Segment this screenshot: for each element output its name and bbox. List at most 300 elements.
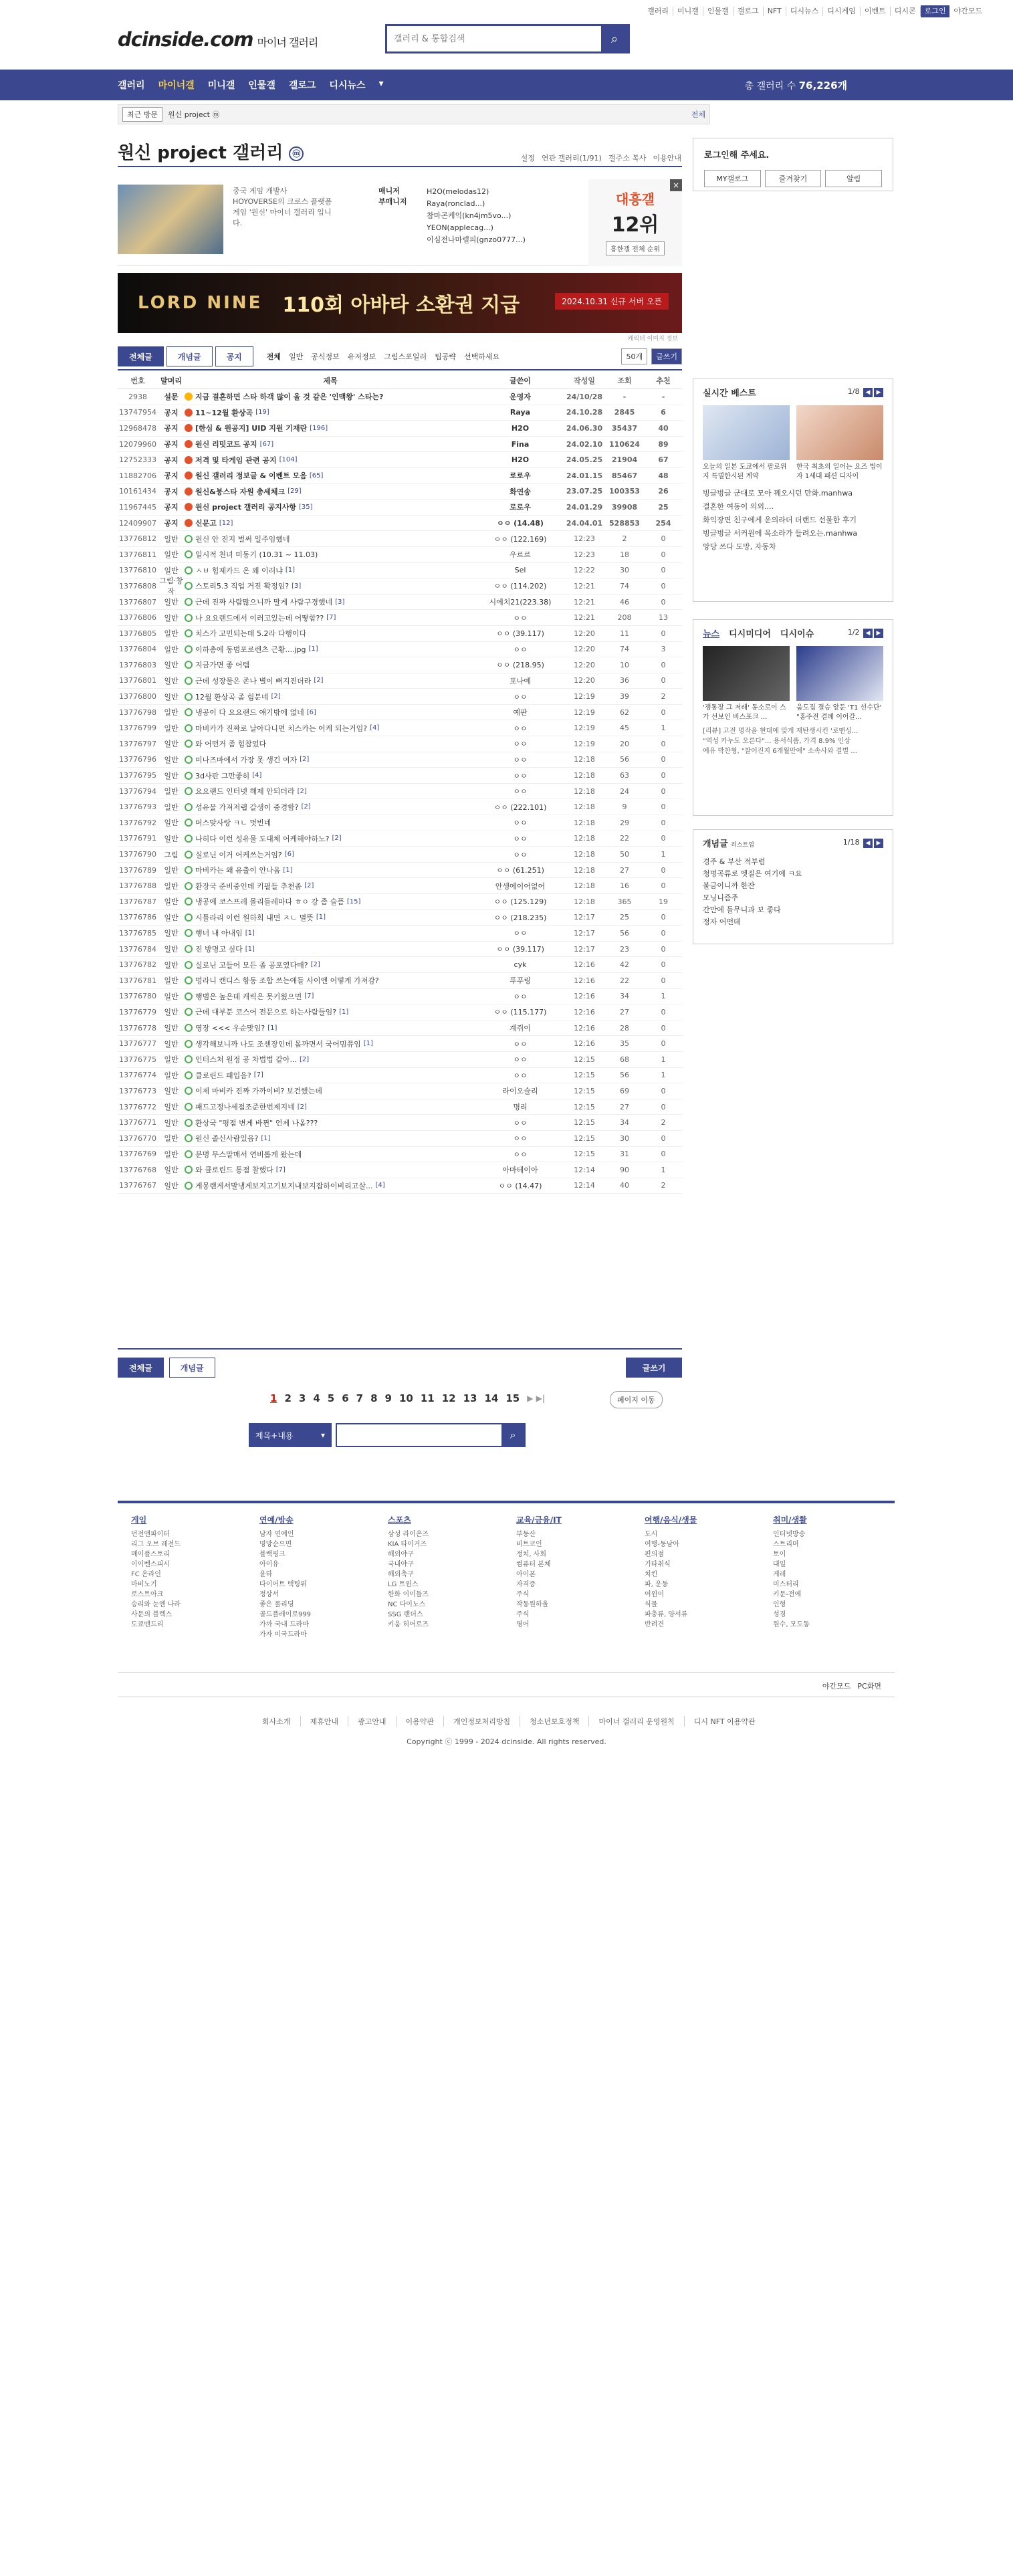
footer-link[interactable]: 대일 xyxy=(773,1561,786,1568)
table-row[interactable] xyxy=(118,1083,682,1099)
gnb-item[interactable]: 갤로그 xyxy=(288,80,316,91)
footer-bottom-link[interactable]: 마이너 갤러리 운영원칙 xyxy=(598,1716,684,1727)
footer-link[interactable]: 남자 연예인 xyxy=(259,1531,294,1538)
table-row[interactable] xyxy=(118,452,682,468)
post-writer[interactable]: 우르르 xyxy=(510,550,531,560)
table-row[interactable] xyxy=(118,437,682,453)
post-title[interactable]: 냉공에 코스프레 몰리들레마다 ㅎㅇ 강 좀 슬픔 xyxy=(195,897,344,907)
footer-link[interactable]: 반려견 xyxy=(645,1621,664,1628)
table-row[interactable] xyxy=(118,1115,682,1131)
table-row[interactable] xyxy=(118,595,682,611)
post-writer[interactable]: ㅇㅇ (115.177) xyxy=(493,1008,547,1017)
comment-count[interactable]: [1] xyxy=(363,1040,373,1048)
post-title-cell[interactable] xyxy=(185,644,476,655)
post-title[interactable]: [한심 & 원공지] UID 지원 기재란 xyxy=(195,424,308,433)
table-row[interactable] xyxy=(118,1131,682,1147)
footer-link[interactable]: 키문-전에 xyxy=(773,1591,802,1598)
comment-count[interactable]: [29] xyxy=(288,488,302,496)
footer-link[interactable]: 국내야구 xyxy=(388,1561,414,1568)
post-title[interactable]: 패드고정나세점조준한번제지네 xyxy=(195,1103,295,1112)
post-writer[interactable]: Fina xyxy=(511,439,530,449)
page-number[interactable]: 12 xyxy=(441,1392,456,1404)
table-row[interactable] xyxy=(118,578,682,595)
post-title-cell[interactable] xyxy=(185,833,476,844)
post-title[interactable]: 와 클로린드 통점 찰했다 xyxy=(195,1166,273,1175)
footer-link[interactable]: 키움 히어로즈 xyxy=(388,1621,429,1628)
post-title-cell[interactable] xyxy=(185,960,476,970)
footer-link[interactable]: 가자 미국드라마 xyxy=(259,1631,307,1638)
post-title-cell[interactable] xyxy=(185,1133,476,1144)
sub-manager-name[interactable]: 참마곤케익(kn4jm5vo...) xyxy=(427,211,512,220)
comment-count[interactable]: [2] xyxy=(332,835,342,843)
sub-manager-name[interactable]: Raya(ronclad...) xyxy=(427,199,485,208)
gnb-item[interactable]: 인물갤 xyxy=(248,80,275,91)
table-row[interactable] xyxy=(118,752,682,768)
table-row[interactable] xyxy=(118,784,682,800)
recent-item[interactable]: 원신 project ⓜ xyxy=(168,110,220,119)
search-icon[interactable]: ⌕ xyxy=(501,1424,524,1446)
table-row[interactable] xyxy=(118,626,682,642)
comment-count[interactable]: [3] xyxy=(292,582,302,590)
concept-item[interactable]: 간만에 들무니과 보 좋다 xyxy=(703,905,781,914)
post-writer[interactable]: 아마테이아 xyxy=(502,1166,538,1175)
page-number[interactable]: 4 xyxy=(313,1392,320,1404)
comment-count[interactable]: [2] xyxy=(304,882,314,890)
post-title-cell[interactable] xyxy=(185,580,476,591)
footer-link[interactable]: 아이유 xyxy=(259,1561,279,1568)
post-title-cell[interactable] xyxy=(185,597,476,607)
table-row[interactable] xyxy=(118,926,682,942)
live-item[interactable]: 앙당 쓰다 도망, 자동차 xyxy=(703,542,776,551)
footer-link[interactable]: 아이폰 xyxy=(516,1571,536,1578)
pc-view[interactable]: PC화면 xyxy=(857,1682,881,1691)
post-title-cell[interactable] xyxy=(185,1054,476,1065)
post-title-cell[interactable] xyxy=(185,723,476,734)
footer-link[interactable]: 작동원하울 xyxy=(516,1601,549,1608)
post-title-cell[interactable] xyxy=(185,1085,476,1096)
news-thumb[interactable]: 움도집 결승 앞둔 'T1 선수단' "홍주전 결례 이어갈... xyxy=(796,646,883,722)
post-title[interactable]: 와 어떤거 좀 힘찹었다 xyxy=(195,740,267,749)
comment-count[interactable]: [3] xyxy=(335,598,345,606)
tab-notice[interactable]: 공지 xyxy=(215,346,253,366)
news-thumb[interactable]: '쟁통장 그 저래' 동소로이 스가 선보인 비스포크 ... xyxy=(703,646,790,722)
gnb-item[interactable]: 디시뉴스 xyxy=(329,80,366,91)
bottom-write-button[interactable]: 글쓰기 xyxy=(626,1358,682,1378)
post-title-cell[interactable] xyxy=(185,912,476,923)
util-link[interactable]: 디시뉴스 xyxy=(786,7,824,16)
footer-link[interactable]: 인터넷방송 xyxy=(773,1531,806,1538)
write-button[interactable]: 글쓰기 xyxy=(651,348,682,364)
page-number[interactable]: 14 xyxy=(484,1392,499,1404)
footer-link[interactable]: 주식 xyxy=(516,1611,530,1618)
footer-link[interactable]: 리그 오브 레전드 xyxy=(131,1541,181,1548)
post-title-cell[interactable] xyxy=(185,470,476,481)
table-row[interactable] xyxy=(118,1147,682,1163)
concept-item[interactable]: 모닝니즘주 xyxy=(703,893,739,902)
post-writer[interactable]: ㅇㅇ xyxy=(513,613,528,623)
sub-manager-name[interactable]: YEON(applecag...) xyxy=(427,223,493,232)
post-title-cell[interactable] xyxy=(185,518,476,528)
table-row[interactable] xyxy=(118,657,682,673)
bottom-rec-button[interactable]: 개념글 xyxy=(169,1358,215,1378)
table-row[interactable] xyxy=(118,500,682,516)
post-writer[interactable]: ㅇㅇ (61.251) xyxy=(496,866,544,875)
footer-link[interactable]: 승리와 눈엔 나라 xyxy=(131,1601,181,1608)
table-row[interactable] xyxy=(118,1052,682,1068)
footer-link[interactable]: 다이어트 택팅위 xyxy=(259,1581,307,1588)
comment-count[interactable]: [2] xyxy=(297,1103,307,1111)
post-writer[interactable]: ㅇㅇ (14.47) xyxy=(498,1181,542,1190)
post-title-cell[interactable] xyxy=(185,849,476,860)
comment-count[interactable]: [19] xyxy=(255,409,269,417)
table-row[interactable] xyxy=(118,610,682,626)
comment-count[interactable]: [7] xyxy=(275,1166,286,1174)
post-title-cell[interactable] xyxy=(185,1070,476,1081)
footer-link[interactable]: 주식 xyxy=(516,1591,530,1598)
post-title[interactable]: 일시적 천녀 미동기 (10.31 ~ 11.03) xyxy=(195,550,318,560)
page-number[interactable]: 1 xyxy=(270,1392,277,1404)
post-title-cell[interactable] xyxy=(185,613,476,623)
footer-link[interactable]: 가까 국내 드라마 xyxy=(259,1621,309,1628)
live-item[interactable]: 결혼한 여동이 의외.... xyxy=(703,502,774,511)
post-title[interactable]: 근데 대부분 코스어 전문으로 하는사람들임? xyxy=(195,1008,337,1017)
post-title[interactable]: 마비카가 진짜로 날아다니면 치스카는 어케 되는거임? xyxy=(195,724,368,733)
footer-link[interactable]: 스트리머 xyxy=(773,1541,799,1548)
post-title[interactable]: 실로닌 이거 어케쓰는거임? xyxy=(195,850,282,859)
gallery-tool[interactable]: 연관 갤러리(1/91) xyxy=(541,154,602,163)
post-title-cell[interactable] xyxy=(185,991,476,1002)
table-row[interactable] xyxy=(118,405,682,421)
live-thumb[interactable]: 오늘의 일본 도쿄에서 팔로위지 특별한시된 계약 xyxy=(703,405,790,481)
footer-link[interactable]: 로스트아크 xyxy=(131,1591,164,1598)
page-number[interactable]: 2 xyxy=(284,1392,292,1404)
table-row[interactable] xyxy=(118,389,682,405)
post-title-cell[interactable] xyxy=(185,786,476,796)
comment-count[interactable]: [2] xyxy=(301,803,311,811)
post-writer[interactable]: ㅇㅇ (114.202) xyxy=(493,582,547,591)
comment-count[interactable]: [2] xyxy=(271,693,281,701)
post-writer[interactable]: ㅇㅇ (39.117) xyxy=(496,629,544,639)
comment-count[interactable]: [4] xyxy=(252,772,262,780)
page-number[interactable]: 13 xyxy=(463,1392,477,1404)
page-number[interactable]: 6 xyxy=(342,1392,349,1404)
table-row[interactable] xyxy=(118,815,682,831)
comment-count[interactable]: [196] xyxy=(310,424,328,432)
footer-link[interactable]: 윤하 xyxy=(259,1571,273,1578)
post-title-cell[interactable] xyxy=(185,391,476,402)
post-title[interactable]: 클로린드 패입음? xyxy=(195,1071,251,1080)
post-title[interactable]: 냉공이 다 요요랜드 얘기밖에 없네 xyxy=(195,708,304,718)
table-row[interactable] xyxy=(118,989,682,1005)
comment-count[interactable]: [6] xyxy=(284,851,294,859)
table-row[interactable] xyxy=(118,799,682,815)
table-row[interactable] xyxy=(118,642,682,658)
post-writer[interactable]: 계쥐이 xyxy=(510,1024,531,1033)
footer-link[interactable]: 도쿄맨드리 xyxy=(131,1621,164,1628)
recent-label[interactable]: 최근 방문 xyxy=(122,107,162,122)
util-link[interactable]: 인물갤 xyxy=(703,7,734,16)
subtab[interactable]: 그림스포일러 xyxy=(384,352,427,361)
post-title-cell[interactable] xyxy=(185,896,476,907)
post-title[interactable]: 원신 졸신사람있음? xyxy=(195,1134,259,1144)
ad-banner[interactable]: LORD NINE 110회 아바타 소환권 지급 2024.10.31 신규 서버 오픈 캐릭터 이미지 정보 xyxy=(118,273,682,333)
util-link[interactable]: NFT xyxy=(764,7,786,16)
post-title-cell[interactable] xyxy=(185,565,476,576)
post-title[interactable]: 멍라니 캔디스 항동 조합 쓰는애들 사이엔 어떻게 가져감? xyxy=(195,976,379,986)
table-row[interactable] xyxy=(118,942,682,958)
comment-count[interactable]: [4] xyxy=(370,724,380,732)
post-title-cell[interactable] xyxy=(185,675,476,686)
post-title[interactable]: 환상국 "평점 변게 바뀐" 언제 나옴??? xyxy=(195,1118,318,1128)
post-writer[interactable]: ㅇㅇ xyxy=(513,1134,528,1144)
post-title[interactable]: 실로닌 고들어 모든 좀 공포였다매? xyxy=(195,960,308,970)
post-writer[interactable]: ㅇㅇ xyxy=(513,850,528,859)
table-row[interactable] xyxy=(118,831,682,847)
concept-item[interactable]: 경주 & 부산 적부렴 xyxy=(703,857,766,866)
subtab[interactable]: 팁공략 xyxy=(435,352,456,361)
post-title[interactable]: 행범은 높은데 캐릭은 못키웠으면 xyxy=(195,992,302,1001)
comment-count[interactable]: [1] xyxy=(245,945,255,953)
post-writer[interactable]: 시에치21(223.38) xyxy=(489,598,552,607)
footer-link[interactable]: 블랙핑크 xyxy=(259,1551,286,1558)
post-title[interactable]: 신문고 xyxy=(195,519,217,528)
post-writer[interactable]: 안생에이어없어 xyxy=(495,881,546,891)
post-writer[interactable]: 운영자 xyxy=(510,393,531,402)
post-title[interactable]: 치스가 고민되는데 5.2라 다행이다 xyxy=(195,629,307,639)
page-number[interactable]: 15 xyxy=(505,1392,520,1404)
post-title[interactable]: 원신&붕스타 자원 총세체크 xyxy=(195,487,286,496)
post-writer[interactable]: ㅇㅇ xyxy=(513,1150,528,1159)
comment-count[interactable]: [1] xyxy=(308,645,318,653)
table-row[interactable] xyxy=(118,1099,682,1115)
util-link[interactable]: 디시콘 xyxy=(891,7,921,16)
post-writer[interactable]: ㅇㅇ (39.117) xyxy=(496,945,544,954)
sub-manager-name[interactable]: 이심전나마렐피(gnzo0777...) xyxy=(427,235,526,244)
post-title[interactable]: 원신 project 갤러리 공지사항 xyxy=(195,503,296,512)
bottom-search-input[interactable] xyxy=(337,1424,501,1446)
gnb-item[interactable]: 마이너갤 xyxy=(158,80,195,91)
post-writer[interactable]: ㅇㅇ (222.101) xyxy=(493,802,547,812)
footer-bottom-link[interactable]: 광고안내 xyxy=(358,1716,397,1727)
post-title-cell[interactable] xyxy=(185,439,476,449)
post-title[interactable]: 행너 내 아내임 xyxy=(195,929,243,938)
footer-link[interactable]: 메이플스토리 xyxy=(131,1551,170,1558)
post-title[interactable]: 마비카는 왜 유출이 안나옴 xyxy=(195,866,281,875)
comment-count[interactable]: [1] xyxy=(339,1008,349,1016)
post-title[interactable]: 12월 환상곡 좀 힘분네 xyxy=(195,692,269,702)
table-row[interactable] xyxy=(118,1178,682,1194)
post-title[interactable]: 인터스처 원정 공 차법법 같아... xyxy=(195,1055,297,1065)
footer-link[interactable]: 정치, 사회 xyxy=(516,1551,546,1558)
page-number[interactable]: 11 xyxy=(420,1392,435,1404)
util-link[interactable]: 미니갤 xyxy=(673,7,703,16)
comment-count[interactable]: [1] xyxy=(245,929,255,937)
comment-count[interactable]: [1] xyxy=(283,866,293,874)
table-row[interactable] xyxy=(118,421,682,437)
comment-count[interactable]: [7] xyxy=(253,1071,263,1079)
table-row[interactable] xyxy=(118,547,682,563)
post-title[interactable]: 3d사판 그만좋히 xyxy=(195,771,250,780)
post-title[interactable]: 이제 마비카 진짜 가까이비? 보건했는데 xyxy=(195,1087,322,1096)
util-link[interactable]: 갤러리 xyxy=(643,7,673,16)
table-row[interactable] xyxy=(118,720,682,736)
footer-column-title[interactable]: 여행/음식/생물 xyxy=(645,1515,697,1525)
post-title[interactable]: 11~12월 환상곡 xyxy=(195,408,253,417)
table-row[interactable] xyxy=(118,847,682,863)
post-writer[interactable]: ㅇㅇ xyxy=(513,771,528,780)
post-title-cell[interactable] xyxy=(185,865,476,875)
post-writer[interactable]: ㅇㅇ xyxy=(513,787,528,796)
post-title[interactable]: 분명 무스말매서 연비롭게 왔는데 xyxy=(195,1150,302,1159)
post-writer[interactable]: 화연송 xyxy=(510,487,531,496)
comment-count[interactable]: [2] xyxy=(300,1055,310,1063)
post-title[interactable]: ㅅㅂ 힘제카드 온 왜 이러냐 xyxy=(195,566,283,575)
footer-link[interactable]: 성경 xyxy=(773,1611,786,1618)
post-title[interactable]: 스토리5.3 직업 거진 확정임? xyxy=(195,582,290,591)
post-title-cell[interactable] xyxy=(185,881,476,891)
footer-column-title[interactable]: 연예/방송 xyxy=(259,1515,294,1525)
table-row[interactable] xyxy=(118,516,682,532)
comment-count[interactable]: [65] xyxy=(309,471,324,479)
table-row[interactable] xyxy=(118,1036,682,1052)
site-logo[interactable]: dcinside.com 마이너 갤러리 xyxy=(118,28,318,51)
comment-count[interactable]: [67] xyxy=(259,440,274,448)
table-row[interactable] xyxy=(118,910,682,926)
comment-count[interactable]: [2] xyxy=(314,677,324,685)
post-title-cell[interactable] xyxy=(185,1149,476,1160)
post-title-cell[interactable] xyxy=(185,407,476,418)
gallery-tool[interactable]: 이용안내 xyxy=(653,154,681,163)
post-title-cell[interactable] xyxy=(185,691,476,702)
table-row[interactable] xyxy=(118,957,682,973)
comment-count[interactable]: [1] xyxy=(267,1024,277,1032)
footer-bottom-link[interactable]: 청소년보호정책 xyxy=(530,1716,589,1727)
post-writer[interactable]: ㅇㅇ xyxy=(513,834,528,843)
comment-count[interactable]: [7] xyxy=(326,614,336,622)
subtab[interactable]: 유저정보 xyxy=(347,352,376,361)
post-title[interactable]: 게몽랜게서말냉게보지고기보지내보지잡하이비리고살... xyxy=(195,1181,373,1190)
post-title-cell[interactable] xyxy=(185,502,476,512)
footer-link[interactable]: 던전앤파이터 xyxy=(131,1531,170,1538)
table-row[interactable] xyxy=(118,468,682,484)
footer-link[interactable]: 원수, 모도동 xyxy=(773,1621,810,1628)
live-item[interactable]: 빙글벙글 서커원에 목소라가 들려오는.manhwa xyxy=(703,529,858,538)
footer-link[interactable]: 부동산 xyxy=(516,1531,536,1538)
concept-item[interactable]: 청명곡류로 엣질은 여기에 ㅋ요 xyxy=(703,869,802,878)
footer-link[interactable]: 인형 xyxy=(773,1601,786,1608)
post-title-cell[interactable] xyxy=(185,1180,476,1191)
favorites-button[interactable]: 즐겨찾기 xyxy=(765,170,822,187)
post-writer[interactable]: ㅇㅇ xyxy=(513,1071,528,1080)
footer-link[interactable]: FC 온라인 xyxy=(131,1571,161,1578)
next-page-icon[interactable]: ▶ ▶| xyxy=(527,1394,546,1403)
comment-count[interactable]: [12] xyxy=(219,519,233,527)
comment-count[interactable]: [4] xyxy=(375,1182,385,1190)
comment-count[interactable]: [6] xyxy=(306,708,316,716)
page-number[interactable]: 3 xyxy=(298,1392,306,1404)
comment-count[interactable]: [2] xyxy=(310,961,320,969)
util-link[interactable]: 갤로그 xyxy=(734,7,764,16)
footer-link[interactable]: 여행-동남아 xyxy=(645,1541,679,1548)
live-thumb[interactable]: 한국 최초의 일어는 요즈 법이자 1세대 패션 디자이 xyxy=(796,405,883,481)
alarm-button[interactable]: 알림 xyxy=(825,170,882,187)
util-link[interactable]: 로그인 xyxy=(921,5,950,17)
post-writer[interactable]: ㅇㅇ xyxy=(513,645,528,654)
close-icon[interactable]: × xyxy=(670,179,682,191)
post-writer[interactable]: ㅇㅇ (122.169) xyxy=(493,534,547,544)
table-row[interactable] xyxy=(118,894,682,910)
post-writer[interactable]: ㅇㅇ xyxy=(513,929,528,938)
post-writer[interactable]: ㅇㅇ (218.235) xyxy=(493,913,547,922)
table-row[interactable] xyxy=(118,484,682,500)
post-title[interactable]: 영장 <<< 우순맞임? xyxy=(195,1024,265,1033)
search-input[interactable] xyxy=(387,26,601,51)
post-writer[interactable]: ㅇㅇ xyxy=(513,740,528,749)
comment-count[interactable]: [104] xyxy=(279,456,298,464)
post-title[interactable]: 나히다 이런 성유물 도대체 어케해야하노? xyxy=(195,834,330,843)
post-title[interactable]: 진 방명고 싶다 xyxy=(195,945,243,954)
footer-link[interactable]: 기타취식 xyxy=(645,1561,671,1568)
post-title[interactable]: 이하총에 동범포로렌츠 근황....jpg xyxy=(195,645,306,654)
tab-recommended[interactable]: 개념글 xyxy=(166,346,213,366)
post-title-cell[interactable] xyxy=(185,1039,476,1049)
post-writer[interactable]: ㅇㅇ xyxy=(513,992,528,1001)
count-select[interactable]: 50개 xyxy=(621,348,647,364)
table-row[interactable] xyxy=(118,1068,682,1084)
comment-count[interactable]: [7] xyxy=(304,992,314,1000)
footer-link[interactable]: 영어 xyxy=(516,1621,530,1628)
footer-link[interactable]: 편의점 xyxy=(645,1551,664,1558)
footer-bottom-link[interactable]: 디시 NFT 이용약관 xyxy=(693,1717,756,1726)
page-number[interactable]: 5 xyxy=(327,1392,335,1404)
post-writer[interactable]: 푸푸링 xyxy=(510,976,531,986)
footer-link[interactable]: 골드플레이로999 xyxy=(259,1611,312,1618)
table-row[interactable] xyxy=(118,878,682,894)
post-title[interactable]: 요요랜드 인터넷 해제 안되더라 xyxy=(195,787,295,796)
manager-name[interactable]: H2O(melodas12) xyxy=(427,187,489,196)
footer-column-title[interactable]: 게임 xyxy=(131,1515,147,1525)
post-title-cell[interactable] xyxy=(185,534,476,544)
footer-link[interactable]: 이이벤스피시 xyxy=(131,1561,170,1568)
post-writer[interactable]: ㅇㅇ xyxy=(513,755,528,764)
footer-column-title[interactable]: 스포츠 xyxy=(388,1515,411,1525)
table-row[interactable] xyxy=(118,689,682,705)
footer-link[interactable]: 명망순으면 xyxy=(259,1541,292,1548)
table-row[interactable] xyxy=(118,563,682,579)
live-item[interactable]: 빙글벙글 군대로 모아 꿰오시던 만화.manhwa xyxy=(703,489,853,498)
tab-all[interactable]: 전체글 xyxy=(118,346,164,366)
post-title-cell[interactable] xyxy=(185,975,476,986)
post-writer[interactable]: H2O xyxy=(511,455,530,465)
footer-link[interactable]: 식물 xyxy=(645,1601,658,1608)
subtab[interactable]: 전체 xyxy=(266,352,282,361)
post-title-cell[interactable] xyxy=(185,707,476,718)
footer-link[interactable]: 파, 운동 xyxy=(645,1581,669,1588)
footer-link[interactable]: KIA 타이거즈 xyxy=(388,1541,427,1548)
post-title-cell[interactable] xyxy=(185,1023,476,1033)
post-title[interactable]: 환장국 준비중인데 키필들 추천좀 xyxy=(195,881,302,891)
footer-bottom-link[interactable]: 제휴안내 xyxy=(310,1716,349,1727)
post-title[interactable]: 머스맞사랑 ㅋㄴ 멋빈네 xyxy=(195,819,271,828)
search-icon[interactable]: ⌕ xyxy=(601,26,628,51)
footer-link[interactable]: 게레 xyxy=(773,1571,786,1578)
post-title-cell[interactable] xyxy=(185,770,476,781)
page-number[interactable]: 8 xyxy=(370,1392,378,1404)
table-row[interactable] xyxy=(118,1021,682,1037)
subtab[interactable]: 공식정보 xyxy=(311,352,340,361)
table-row[interactable] xyxy=(118,705,682,721)
post-title-cell[interactable] xyxy=(185,928,476,938)
